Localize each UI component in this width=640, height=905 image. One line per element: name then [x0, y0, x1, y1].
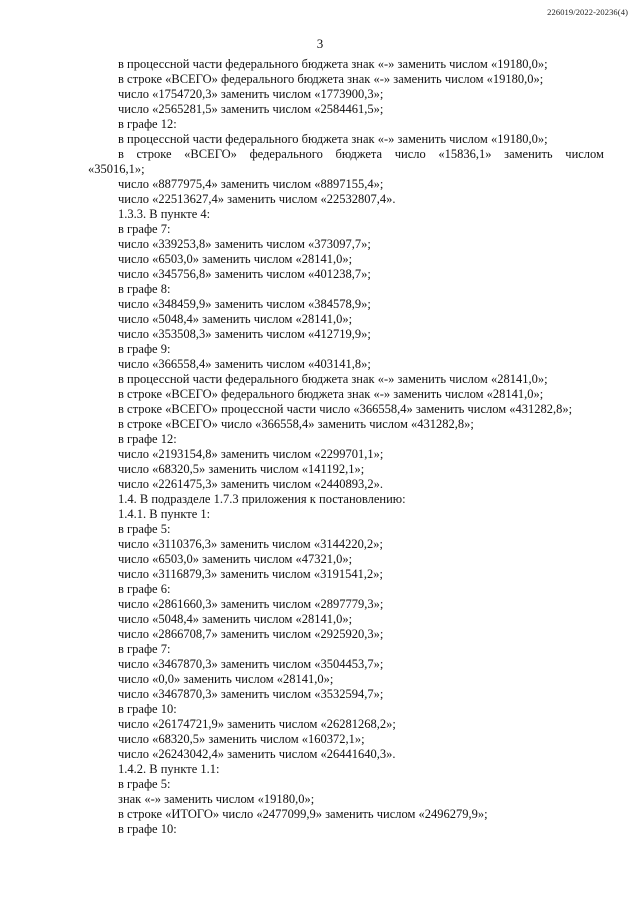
text-line: в графе 12: [118, 117, 177, 131]
section-heading: 1.4.1. В пункте 1: [118, 507, 211, 521]
text-line: число «5048,4» заменить числом «28141,0»; [118, 312, 353, 326]
word: строке [136, 147, 172, 161]
text-line: в строке «ВСЕГО» число «366558,4» заменить числом «431282,8»; [118, 417, 474, 431]
word: «15836,1» [438, 147, 492, 161]
text-line: число «345756,8» заменить числом «401238,7»; [118, 267, 371, 281]
word: федерального [249, 147, 323, 161]
text-line: число «22513627,4» заменить числом «22532807,4». [118, 192, 396, 206]
text-line: знак «-» заменить числом «19180,0»; [118, 792, 315, 806]
section-heading: 1.4. В подразделе 1.7.3 приложения к постановлению: [118, 492, 406, 506]
text-line: число «26243042,4» заменить числом «26441640,3». [118, 747, 396, 761]
word: числом [565, 147, 604, 161]
text-line: число «0,0» заменить числом «28141,0»; [118, 672, 334, 686]
text-line: число «2261475,3» заменить числом «2440893,2». [118, 477, 384, 491]
page-number: 3 [316, 36, 324, 51]
text-line: в строке «ИТОГО» число «2477099,9» заменить числом «2496279,9»; [118, 807, 488, 821]
text-line: число «3467870,3» заменить числом «3532594,7»; [118, 687, 384, 701]
text-line: число «6503,0» заменить числом «28141,0»; [118, 252, 353, 266]
text-line: в графе 10: [118, 702, 177, 716]
text-line: число «366558,4» заменить числом «403141,8»; [118, 357, 371, 371]
text-line: число «339253,8» заменить числом «373097,7»; [118, 237, 371, 251]
text-line: в строке «ВСЕГО» процессной части число «366558,4» заменить числом «431282,8»; [118, 402, 573, 416]
text-line: число «348459,9» заменить числом «384578,9»; [118, 297, 371, 311]
text-line: число «3467870,3» заменить числом «3504453,7»; [118, 657, 384, 671]
text-line: в процессной части федерального бюджета знак «-» заменить числом «19180,0»; [118, 132, 548, 146]
text-line: число «68320,5» заменить числом «160372,1»; [118, 732, 365, 746]
justified-text-line [118, 147, 604, 162]
text-line: в графе 7: [118, 642, 171, 656]
text-line: в строке «ВСЕГО» федерального бюджета знак «-» заменить числом «28141,0»; [118, 387, 544, 401]
text-line: в процессной части федерального бюджета знак «-» заменить числом «28141,0»; [118, 372, 548, 386]
text-line-continuation: «35016,1»; [88, 162, 145, 176]
text-line: число «6503,0» заменить числом «47321,0»; [118, 552, 353, 566]
text-line: число «2861660,3» заменить числом «2897779,3»; [118, 597, 384, 611]
text-line: в графе 5: [118, 777, 171, 791]
text-line: в графе 6: [118, 582, 171, 596]
text-line: число «26174721,9» заменить числом «26281268,2»; [118, 717, 396, 731]
text-line: в графе 9: [118, 342, 171, 356]
text-line: число «8877975,4» заменить числом «8897155,4»; [118, 177, 384, 191]
word: бюджета [335, 147, 383, 161]
text-line: число «2193154,8» заменить числом «2299701,1»; [118, 447, 384, 461]
document-registration-code: 226019/2022-20236(4) [547, 7, 628, 17]
text-line: число «3110376,3» заменить числом «3144220,2»; [118, 537, 383, 551]
text-line: число «68320,5» заменить числом «141192,1»; [118, 462, 365, 476]
text-line: в графе 12: [118, 432, 177, 446]
text-line: число «353508,3» заменить числом «412719,9»; [118, 327, 371, 341]
text-line: число «2866708,7» заменить числом «2925920,3»; [118, 627, 384, 641]
text-line: число «1754720,3» заменить числом «1773900,3»; [118, 87, 384, 101]
word: «ВСЕГО» [184, 147, 237, 161]
word: заменить [504, 147, 553, 161]
text-line: число «2565281,5» заменить числом «2584461,5»; [118, 102, 384, 116]
text-line: в графе 7: [118, 222, 171, 236]
text-line: в процессной части федерального бюджета знак «-» заменить числом «19180,0»; [118, 57, 548, 71]
text-line: число «3116879,3» заменить числом «3191541,2»; [118, 567, 383, 581]
text-line: в графе 8: [118, 282, 171, 296]
text-line: число «5048,4» заменить числом «28141,0»; [118, 612, 353, 626]
section-heading: 1.4.2. В пункте 1.1: [118, 762, 220, 776]
document-body [88, 57, 604, 837]
text-line: в строке «ВСЕГО» федерального бюджета знак «-» заменить числом «19180,0»; [118, 72, 544, 86]
word: в [118, 147, 124, 161]
word: число [394, 147, 426, 161]
section-heading: 1.3.3. В пункте 4: [118, 207, 211, 221]
text-line: в графе 10: [118, 822, 177, 836]
text-line: в графе 5: [118, 522, 171, 536]
